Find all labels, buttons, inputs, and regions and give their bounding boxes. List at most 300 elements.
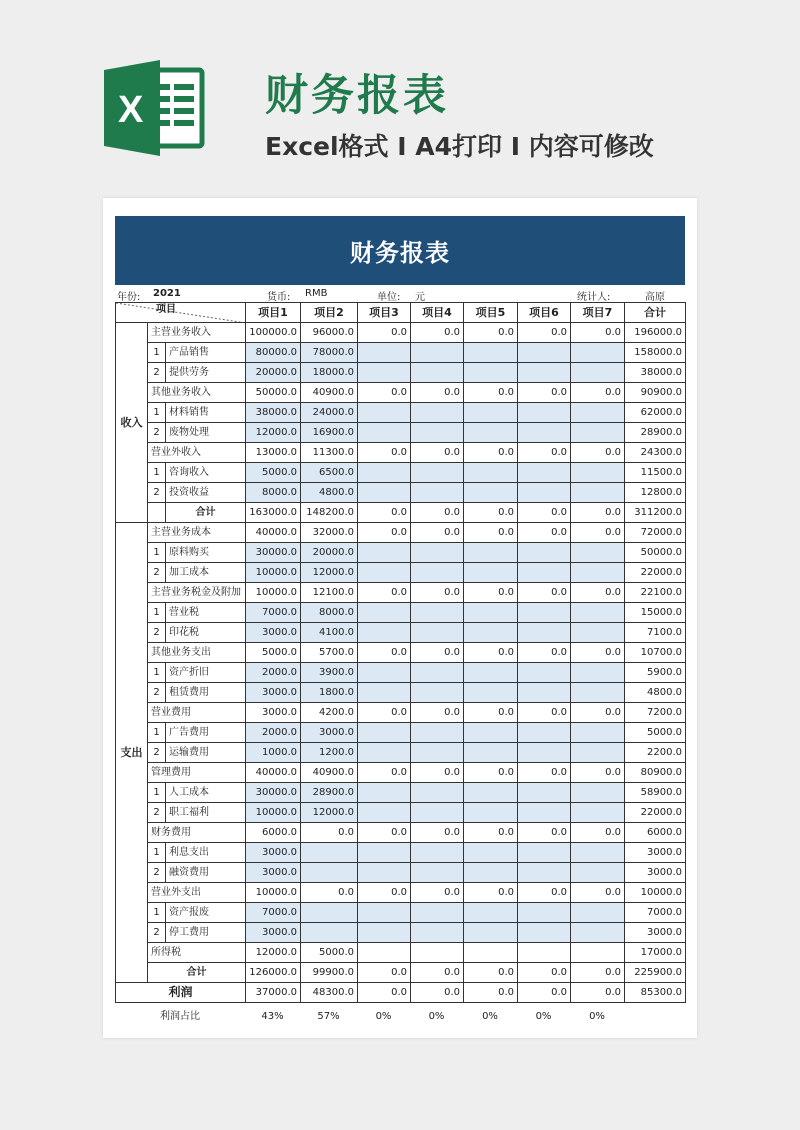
value-cell[interactable] [518, 403, 571, 423]
spacer-cell[interactable] [148, 503, 166, 523]
row-name-cell[interactable]: 营业税 [166, 603, 246, 623]
value-cell[interactable] [464, 683, 518, 703]
value-cell[interactable] [358, 863, 411, 883]
row-name-cell[interactable]: 咨询收入 [166, 463, 246, 483]
value-cell[interactable] [358, 543, 411, 563]
value-cell[interactable] [571, 923, 625, 943]
value-cell[interactable]: 3000.0 [246, 703, 301, 723]
value-cell[interactable]: 0.0 [411, 443, 464, 463]
value-cell[interactable]: 196000.0 [625, 323, 686, 343]
value-cell[interactable] [464, 483, 518, 503]
row-index-cell[interactable]: 1 [148, 603, 166, 623]
value-cell[interactable] [571, 483, 625, 503]
value-cell[interactable]: 10000.0 [246, 803, 301, 823]
column-header[interactable]: 项目6 [518, 303, 571, 323]
value-cell[interactable]: 5700.0 [301, 643, 358, 663]
value-cell[interactable] [571, 423, 625, 443]
value-cell[interactable]: 10700.0 [625, 643, 686, 663]
value-cell[interactable]: 3000.0 [246, 683, 301, 703]
value-cell[interactable]: 0.0 [358, 583, 411, 603]
value-cell[interactable]: 80000.0 [246, 343, 301, 363]
row-name-cell[interactable]: 停工费用 [166, 923, 246, 943]
value-cell[interactable] [464, 423, 518, 443]
column-header[interactable]: 项目5 [464, 303, 518, 323]
profit-value-cell[interactable]: 48300.0 [301, 983, 358, 1003]
row-name-cell[interactable]: 印花税 [166, 623, 246, 643]
value-cell[interactable]: 50000.0 [625, 543, 686, 563]
value-cell[interactable]: 0.0 [411, 323, 464, 343]
value-cell[interactable] [411, 563, 464, 583]
row-name-cell[interactable]: 提供劳务 [166, 363, 246, 383]
value-cell[interactable]: 0.0 [411, 523, 464, 543]
value-cell[interactable]: 11300.0 [301, 443, 358, 463]
total-value-cell[interactable]: 0.0 [571, 503, 625, 523]
column-header[interactable]: 项目1 [246, 303, 301, 323]
value-cell[interactable] [518, 423, 571, 443]
row-index-cell[interactable]: 1 [148, 543, 166, 563]
value-cell[interactable]: 0.0 [518, 583, 571, 603]
value-cell[interactable]: 22100.0 [625, 583, 686, 603]
row-name-cell[interactable]: 融资费用 [166, 863, 246, 883]
value-cell[interactable]: 0.0 [518, 383, 571, 403]
profit-value-cell[interactable]: 85300.0 [625, 983, 686, 1003]
value-cell[interactable] [358, 843, 411, 863]
row-index-cell[interactable]: 2 [148, 483, 166, 503]
value-cell[interactable] [358, 563, 411, 583]
value-cell[interactable]: 0.0 [411, 763, 464, 783]
value-cell[interactable]: 0.0 [358, 523, 411, 543]
total-value-cell[interactable]: 0.0 [464, 503, 518, 523]
value-cell[interactable]: 0.0 [571, 703, 625, 723]
row-index-cell[interactable]: 2 [148, 683, 166, 703]
value-cell[interactable] [571, 623, 625, 643]
value-cell[interactable]: 3900.0 [301, 663, 358, 683]
value-cell[interactable] [358, 663, 411, 683]
value-cell[interactable]: 2200.0 [625, 743, 686, 763]
total-value-cell[interactable]: 0.0 [518, 963, 571, 983]
value-cell[interactable] [518, 363, 571, 383]
value-cell[interactable]: 3000.0 [246, 623, 301, 643]
value-cell[interactable]: 0.0 [518, 323, 571, 343]
total-value-cell[interactable]: 126000.0 [246, 963, 301, 983]
value-cell[interactable]: 30000.0 [246, 543, 301, 563]
row-category-cell[interactable]: 营业外支出 [148, 883, 246, 903]
value-cell[interactable] [411, 943, 464, 963]
value-cell[interactable] [411, 783, 464, 803]
row-index-cell[interactable]: 2 [148, 923, 166, 943]
value-cell[interactable]: 0.0 [301, 883, 358, 903]
value-cell[interactable] [411, 923, 464, 943]
profit-value-cell[interactable]: 0.0 [518, 983, 571, 1003]
value-cell[interactable] [464, 543, 518, 563]
value-cell[interactable]: 7100.0 [625, 623, 686, 643]
value-cell[interactable]: 20000.0 [301, 543, 358, 563]
value-cell[interactable] [358, 403, 411, 423]
profit-value-cell[interactable]: 0.0 [464, 983, 518, 1003]
value-cell[interactable] [464, 923, 518, 943]
row-index-cell[interactable]: 1 [148, 663, 166, 683]
row-index-cell[interactable]: 1 [148, 903, 166, 923]
row-index-cell[interactable]: 2 [148, 803, 166, 823]
row-index-cell[interactable]: 1 [148, 783, 166, 803]
value-cell[interactable]: 10000.0 [246, 883, 301, 903]
value-cell[interactable] [411, 483, 464, 503]
value-cell[interactable] [358, 423, 411, 443]
value-cell[interactable] [464, 723, 518, 743]
value-cell[interactable]: 7200.0 [625, 703, 686, 723]
value-cell[interactable] [571, 563, 625, 583]
value-cell[interactable]: 3000.0 [625, 923, 686, 943]
value-cell[interactable]: 0.0 [571, 823, 625, 843]
value-cell[interactable]: 6500.0 [301, 463, 358, 483]
row-name-cell[interactable]: 人工成本 [166, 783, 246, 803]
row-name-cell[interactable]: 投资收益 [166, 483, 246, 503]
value-cell[interactable] [518, 683, 571, 703]
value-cell[interactable] [411, 343, 464, 363]
value-cell[interactable]: 10000.0 [625, 883, 686, 903]
row-name-cell[interactable]: 运输费用 [166, 743, 246, 763]
value-cell[interactable]: 0.0 [464, 883, 518, 903]
income-section-label[interactable]: 收入 [116, 323, 148, 523]
row-name-cell[interactable]: 职工福利 [166, 803, 246, 823]
value-cell[interactable] [571, 803, 625, 823]
value-cell[interactable] [571, 403, 625, 423]
row-category-cell[interactable]: 管理费用 [148, 763, 246, 783]
value-cell[interactable] [571, 603, 625, 623]
value-cell[interactable]: 0.0 [571, 763, 625, 783]
total-value-cell[interactable]: 148200.0 [301, 503, 358, 523]
value-cell[interactable]: 78000.0 [301, 343, 358, 363]
total-value-cell[interactable]: 0.0 [358, 503, 411, 523]
total-value-cell[interactable]: 225900.0 [625, 963, 686, 983]
value-cell[interactable] [518, 743, 571, 763]
row-category-cell[interactable]: 其他业务支出 [148, 643, 246, 663]
value-cell[interactable]: 4800.0 [301, 483, 358, 503]
total-value-cell[interactable]: 99900.0 [301, 963, 358, 983]
value-cell[interactable]: 5000.0 [246, 643, 301, 663]
value-cell[interactable] [464, 623, 518, 643]
value-cell[interactable] [518, 863, 571, 883]
value-cell[interactable]: 8000.0 [246, 483, 301, 503]
value-cell[interactable]: 0.0 [571, 323, 625, 343]
value-cell[interactable]: 0.0 [464, 383, 518, 403]
value-cell[interactable]: 7000.0 [625, 903, 686, 923]
row-name-cell[interactable]: 资产报废 [166, 903, 246, 923]
value-cell[interactable] [358, 363, 411, 383]
value-cell[interactable] [411, 463, 464, 483]
value-cell[interactable] [464, 843, 518, 863]
value-cell[interactable] [571, 723, 625, 743]
value-cell[interactable]: 0.0 [571, 643, 625, 663]
value-cell[interactable] [518, 483, 571, 503]
value-cell[interactable] [358, 483, 411, 503]
value-cell[interactable] [358, 903, 411, 923]
value-cell[interactable] [358, 623, 411, 643]
value-cell[interactable] [301, 863, 358, 883]
value-cell[interactable]: 0.0 [518, 823, 571, 843]
value-cell[interactable]: 0.0 [571, 583, 625, 603]
total-value-cell[interactable]: 0.0 [411, 503, 464, 523]
expense-section-label[interactable]: 支出 [116, 523, 148, 983]
value-cell[interactable] [358, 723, 411, 743]
value-cell[interactable] [464, 863, 518, 883]
value-cell[interactable] [411, 403, 464, 423]
value-cell[interactable] [571, 663, 625, 683]
value-cell[interactable]: 0.0 [464, 643, 518, 663]
row-category-cell[interactable]: 主营业务成本 [148, 523, 246, 543]
value-cell[interactable] [358, 923, 411, 943]
value-cell[interactable]: 0.0 [571, 443, 625, 463]
value-cell[interactable]: 0.0 [411, 883, 464, 903]
value-cell[interactable]: 6000.0 [625, 823, 686, 843]
value-cell[interactable]: 13000.0 [246, 443, 301, 463]
row-index-cell[interactable]: 1 [148, 403, 166, 423]
total-label[interactable]: 合计 [148, 963, 246, 983]
value-cell[interactable]: 7000.0 [246, 603, 301, 623]
value-cell[interactable] [301, 923, 358, 943]
profit-value-cell[interactable]: 0.0 [411, 983, 464, 1003]
value-cell[interactable]: 96000.0 [301, 323, 358, 343]
value-cell[interactable] [411, 363, 464, 383]
value-cell[interactable]: 0.0 [518, 523, 571, 543]
row-index-cell[interactable]: 2 [148, 743, 166, 763]
value-cell[interactable] [571, 843, 625, 863]
value-cell[interactable] [464, 943, 518, 963]
value-cell[interactable]: 0.0 [464, 443, 518, 463]
value-cell[interactable]: 22000.0 [625, 803, 686, 823]
value-cell[interactable]: 3000.0 [301, 723, 358, 743]
column-header[interactable]: 项目3 [358, 303, 411, 323]
value-cell[interactable]: 0.0 [358, 383, 411, 403]
value-cell[interactable] [411, 803, 464, 823]
row-name-cell[interactable]: 产品销售 [166, 343, 246, 363]
value-cell[interactable]: 0.0 [411, 823, 464, 843]
value-cell[interactable] [518, 623, 571, 643]
profit-value-cell[interactable]: 0.0 [571, 983, 625, 1003]
row-index-cell[interactable]: 2 [148, 423, 166, 443]
value-cell[interactable] [518, 463, 571, 483]
value-cell[interactable]: 12000.0 [246, 423, 301, 443]
value-cell[interactable]: 2000.0 [246, 663, 301, 683]
value-cell[interactable]: 90900.0 [625, 383, 686, 403]
value-cell[interactable] [358, 743, 411, 763]
value-cell[interactable] [464, 343, 518, 363]
value-cell[interactable]: 0.0 [301, 823, 358, 843]
value-cell[interactable]: 4100.0 [301, 623, 358, 643]
total-value-cell[interactable]: 0.0 [571, 963, 625, 983]
value-cell[interactable]: 0.0 [411, 643, 464, 663]
total-value-cell[interactable]: 163000.0 [246, 503, 301, 523]
profit-value-cell[interactable]: 37000.0 [246, 983, 301, 1003]
value-cell[interactable] [411, 663, 464, 683]
value-cell[interactable]: 12100.0 [301, 583, 358, 603]
row-index-cell[interactable]: 2 [148, 363, 166, 383]
value-cell[interactable]: 62000.0 [625, 403, 686, 423]
corner-header-cell[interactable] [116, 303, 246, 323]
value-cell[interactable] [518, 663, 571, 683]
value-cell[interactable]: 0.0 [464, 323, 518, 343]
value-cell[interactable]: 24300.0 [625, 443, 686, 463]
value-cell[interactable]: 158000.0 [625, 343, 686, 363]
value-cell[interactable] [358, 463, 411, 483]
value-cell[interactable]: 38000.0 [246, 403, 301, 423]
value-cell[interactable]: 12000.0 [301, 803, 358, 823]
value-cell[interactable]: 80900.0 [625, 763, 686, 783]
row-index-cell[interactable]: 2 [148, 563, 166, 583]
value-cell[interactable] [464, 903, 518, 923]
value-cell[interactable]: 5000.0 [301, 943, 358, 963]
value-cell[interactable]: 3000.0 [625, 863, 686, 883]
value-cell[interactable] [571, 743, 625, 763]
value-cell[interactable] [518, 543, 571, 563]
value-cell[interactable]: 12000.0 [301, 563, 358, 583]
total-value-cell[interactable]: 0.0 [411, 963, 464, 983]
value-cell[interactable]: 0.0 [358, 703, 411, 723]
value-cell[interactable]: 72000.0 [625, 523, 686, 543]
total-value-cell[interactable]: 0.0 [464, 963, 518, 983]
row-category-cell[interactable]: 营业外收入 [148, 443, 246, 463]
total-value-cell[interactable]: 0.0 [518, 503, 571, 523]
value-cell[interactable]: 3000.0 [246, 843, 301, 863]
value-cell[interactable]: 40000.0 [246, 763, 301, 783]
value-cell[interactable] [464, 803, 518, 823]
value-cell[interactable]: 3000.0 [246, 863, 301, 883]
total-value-cell[interactable]: 0.0 [358, 963, 411, 983]
row-name-cell[interactable]: 原料购买 [166, 543, 246, 563]
value-cell[interactable]: 1000.0 [246, 743, 301, 763]
value-cell[interactable]: 0.0 [411, 703, 464, 723]
value-cell[interactable]: 38000.0 [625, 363, 686, 383]
value-cell[interactable]: 7000.0 [246, 903, 301, 923]
value-cell[interactable] [518, 903, 571, 923]
value-cell[interactable] [358, 783, 411, 803]
value-cell[interactable] [411, 683, 464, 703]
value-cell[interactable] [571, 343, 625, 363]
total-label[interactable]: 合计 [166, 503, 246, 523]
value-cell[interactable] [464, 463, 518, 483]
value-cell[interactable] [518, 723, 571, 743]
value-cell[interactable]: 0.0 [464, 523, 518, 543]
value-cell[interactable]: 6000.0 [246, 823, 301, 843]
value-cell[interactable] [518, 803, 571, 823]
column-header[interactable]: 合计 [625, 303, 686, 323]
row-name-cell[interactable]: 资产折旧 [166, 663, 246, 683]
value-cell[interactable]: 0.0 [518, 703, 571, 723]
profit-label[interactable]: 利润 [116, 983, 246, 1003]
value-cell[interactable]: 22000.0 [625, 563, 686, 583]
value-cell[interactable]: 4200.0 [301, 703, 358, 723]
value-cell[interactable]: 5000.0 [246, 463, 301, 483]
value-cell[interactable]: 0.0 [571, 383, 625, 403]
value-cell[interactable]: 20000.0 [246, 363, 301, 383]
value-cell[interactable] [571, 863, 625, 883]
value-cell[interactable]: 18000.0 [301, 363, 358, 383]
value-cell[interactable] [464, 403, 518, 423]
row-name-cell[interactable]: 利息支出 [166, 843, 246, 863]
value-cell[interactable] [571, 783, 625, 803]
value-cell[interactable] [518, 943, 571, 963]
value-cell[interactable] [464, 563, 518, 583]
value-cell[interactable] [571, 543, 625, 563]
value-cell[interactable]: 3000.0 [246, 923, 301, 943]
value-cell[interactable] [464, 603, 518, 623]
value-cell[interactable] [358, 803, 411, 823]
row-index-cell[interactable]: 2 [148, 863, 166, 883]
row-category-cell[interactable]: 主营业务税金及附加 [148, 583, 246, 603]
value-cell[interactable]: 32000.0 [301, 523, 358, 543]
value-cell[interactable]: 12000.0 [246, 943, 301, 963]
profit-value-cell[interactable]: 0.0 [358, 983, 411, 1003]
value-cell[interactable] [518, 603, 571, 623]
value-cell[interactable]: 5900.0 [625, 663, 686, 683]
row-name-cell[interactable]: 材料销售 [166, 403, 246, 423]
value-cell[interactable]: 17000.0 [625, 943, 686, 963]
value-cell[interactable]: 0.0 [358, 643, 411, 663]
value-cell[interactable]: 0.0 [518, 763, 571, 783]
column-header[interactable]: 项目2 [301, 303, 358, 323]
value-cell[interactable]: 0.0 [358, 883, 411, 903]
row-category-cell[interactable]: 所得税 [148, 943, 246, 963]
value-cell[interactable] [411, 843, 464, 863]
value-cell[interactable] [358, 683, 411, 703]
value-cell[interactable]: 40900.0 [301, 763, 358, 783]
value-cell[interactable]: 28900.0 [625, 423, 686, 443]
value-cell[interactable]: 0.0 [411, 583, 464, 603]
value-cell[interactable]: 50000.0 [246, 383, 301, 403]
value-cell[interactable]: 16900.0 [301, 423, 358, 443]
value-cell[interactable] [571, 463, 625, 483]
value-cell[interactable]: 0.0 [411, 383, 464, 403]
value-cell[interactable] [464, 363, 518, 383]
value-cell[interactable]: 0.0 [518, 643, 571, 663]
value-cell[interactable] [411, 603, 464, 623]
value-cell[interactable]: 0.0 [518, 443, 571, 463]
value-cell[interactable]: 1200.0 [301, 743, 358, 763]
row-name-cell[interactable]: 租赁费用 [166, 683, 246, 703]
value-cell[interactable] [518, 343, 571, 363]
value-cell[interactable]: 12800.0 [625, 483, 686, 503]
row-index-cell[interactable]: 1 [148, 343, 166, 363]
value-cell[interactable]: 10000.0 [246, 583, 301, 603]
value-cell[interactable]: 0.0 [358, 443, 411, 463]
value-cell[interactable]: 30000.0 [246, 783, 301, 803]
value-cell[interactable]: 15000.0 [625, 603, 686, 623]
value-cell[interactable]: 0.0 [464, 583, 518, 603]
value-cell[interactable] [518, 923, 571, 943]
value-cell[interactable]: 24000.0 [301, 403, 358, 423]
value-cell[interactable]: 5000.0 [625, 723, 686, 743]
value-cell[interactable]: 10000.0 [246, 563, 301, 583]
row-category-cell[interactable]: 财务费用 [148, 823, 246, 843]
row-index-cell[interactable]: 1 [148, 463, 166, 483]
value-cell[interactable]: 58900.0 [625, 783, 686, 803]
value-cell[interactable]: 2000.0 [246, 723, 301, 743]
value-cell[interactable]: 0.0 [464, 823, 518, 843]
value-cell[interactable]: 1800.0 [301, 683, 358, 703]
value-cell[interactable] [518, 843, 571, 863]
row-index-cell[interactable]: 1 [148, 843, 166, 863]
value-cell[interactable] [571, 363, 625, 383]
value-cell[interactable]: 0.0 [571, 883, 625, 903]
value-cell[interactable]: 0.0 [571, 523, 625, 543]
total-value-cell[interactable]: 311200.0 [625, 503, 686, 523]
value-cell[interactable]: 0.0 [464, 703, 518, 723]
value-cell[interactable] [518, 783, 571, 803]
value-cell[interactable]: 0.0 [358, 763, 411, 783]
value-cell[interactable] [301, 843, 358, 863]
value-cell[interactable]: 8000.0 [301, 603, 358, 623]
row-index-cell[interactable]: 2 [148, 623, 166, 643]
